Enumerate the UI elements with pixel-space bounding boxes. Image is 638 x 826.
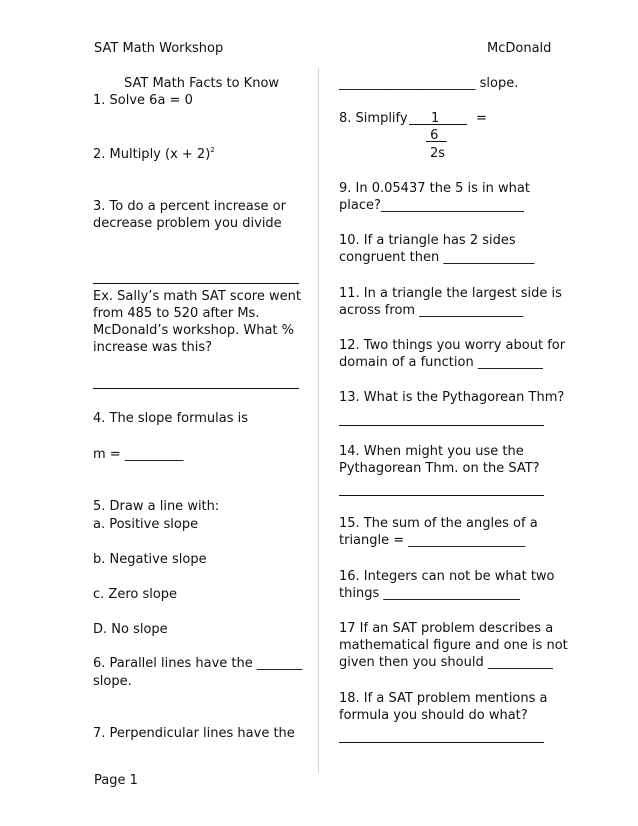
question-3-line1: 3. To do a percent increase or: [93, 199, 286, 214]
answer-line-q13: [339, 425, 544, 426]
question-5d: D. No slope: [93, 622, 168, 637]
question-5c: c. Zero slope: [93, 587, 178, 602]
question-17-line1: 17 If an SAT problem describes a: [339, 621, 554, 636]
question-9-line1: 9. In 0.05437 the 5 is in what: [339, 181, 530, 196]
answer-line-q3: [93, 283, 299, 284]
question-10-line1: 10. If a triangle has 2 sides: [339, 233, 516, 248]
fraction-denominator: 6: [430, 128, 439, 143]
fraction-numerator: 1: [431, 111, 440, 126]
column-divider: [318, 68, 319, 773]
question-18-line2: formula you should do what?: [339, 708, 528, 723]
question-14-line2: Pythagorean Thm. on the SAT?: [339, 461, 540, 476]
question-9-line2: place?______________________: [339, 198, 524, 213]
slope-formula: m = _________: [93, 447, 184, 462]
worksheet-title: SAT Math Facts to Know: [124, 76, 280, 91]
answer-line-q14: [339, 495, 544, 496]
question-17-line3: given then you should __________: [339, 655, 553, 670]
question-2: 2. Multiply $(x + 2)^2$: [93, 145, 215, 162]
question-7-end: _____________________ slope.: [339, 76, 519, 91]
header-title: SAT Math Workshop: [94, 41, 224, 56]
question-16-line1: 16. Integers can not be what two: [339, 569, 555, 584]
example-line1: Ex. Sally’s math SAT score went: [93, 289, 301, 304]
question-11-line2: across from ________________: [339, 303, 524, 318]
answer-line-q18: [339, 742, 544, 743]
question-6-line1: 6. Parallel lines have the _______: [93, 656, 303, 671]
question-6-line2: slope.: [93, 674, 132, 689]
question-5a: a. Positive slope: [93, 517, 199, 532]
example-line3: McDonald’s workshop. What %: [93, 323, 295, 338]
question-17-line2: mathematical figure and one is not: [339, 638, 568, 653]
question-18-line1: 18. If a SAT problem mentions a: [339, 691, 548, 706]
header-author: McDonald: [487, 41, 552, 56]
question-1: 1. Solve 6a = 0: [93, 93, 193, 108]
answer-line-example: [93, 388, 299, 389]
question-13: 13. What is the Pythagorean Thm?: [339, 390, 565, 405]
equals-sign: =: [476, 111, 487, 126]
example-line2: from 485 to 520 after Ms.: [93, 306, 260, 321]
question-5b: b. Negative slope: [93, 552, 207, 567]
question-4: 4. The slope formulas is: [93, 411, 248, 426]
question-10-line2: congruent then ______________: [339, 250, 535, 265]
fraction-denominator-2s: 2s: [430, 146, 446, 161]
example-line4: increase was this?: [93, 340, 213, 355]
question-7: 7. Perpendicular lines have the: [93, 726, 295, 741]
question-16-line2: things _____________________: [339, 586, 520, 601]
question-3-line2: decrease problem you divide: [93, 216, 282, 231]
question-8-label: 8. Simplify: [339, 111, 408, 126]
exponent: 2: [210, 145, 215, 154]
question-15-line1: 15. The sum of the angles of a: [339, 516, 538, 531]
question-14-line1: 14. When might you use the: [339, 444, 524, 459]
question-11-line1: 11. In a triangle the largest side is: [339, 286, 562, 301]
page-number: Page 1: [94, 773, 138, 788]
question-5: 5. Draw a line with:: [93, 499, 220, 514]
question-12-line1: 12. Two things you worry about for: [339, 338, 566, 353]
question-15-line2: triangle = __________________: [339, 533, 526, 548]
question-12-line2: domain of a function __________: [339, 355, 543, 370]
